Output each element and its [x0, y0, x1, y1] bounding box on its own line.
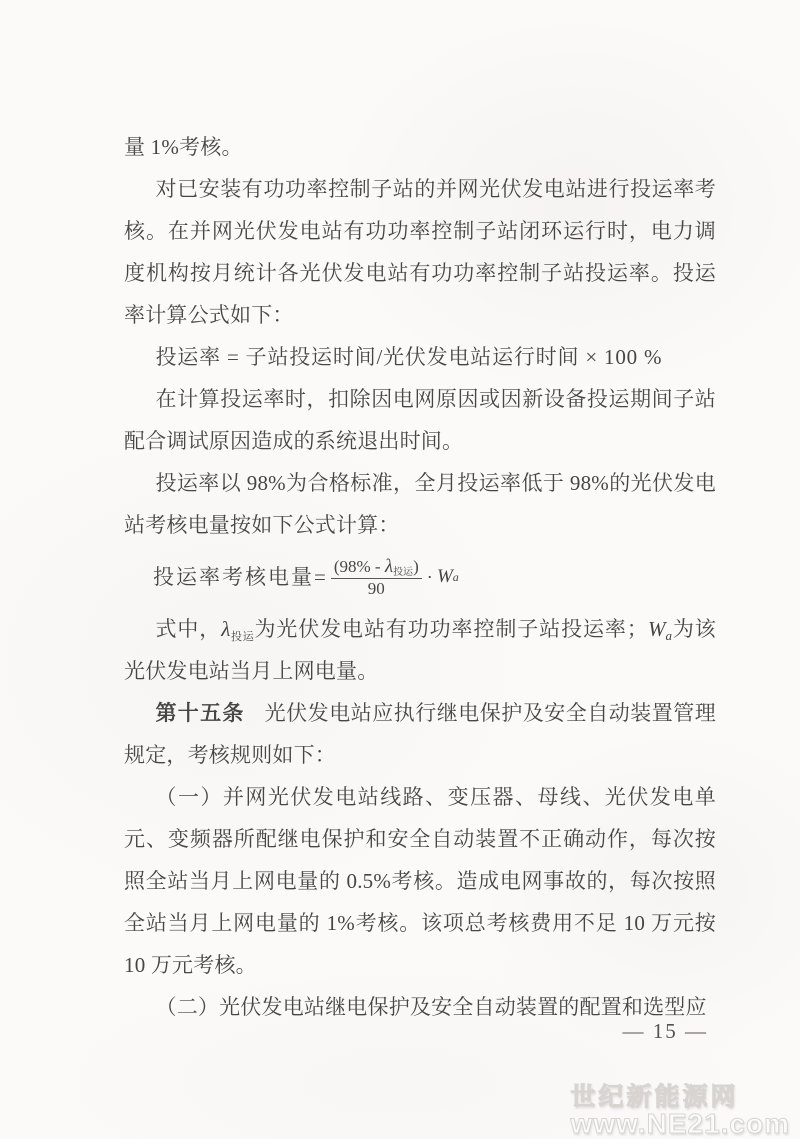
formula-availability-rate-definition: 投运率 = 子站投运时间/光伏发电站运行时间 × 100 %: [155, 345, 663, 369]
paragraph-item-2: （二）光伏发电站继电保护及安全自动装置的配置和选型应: [155, 995, 707, 1019]
paragraph-formula-variables: [124, 608, 716, 692]
variables-text: 式中，: [155, 617, 222, 641]
article-15-body: 光伏发电站应执行继电保护及安全自动装置管理规定，考核规则如下：: [124, 701, 717, 767]
paragraph-98-percent-standard: 投运率以 98%为合格标准，全月投运率低于 98%的光伏发电站考核电量按如下公式计算：: [124, 471, 716, 537]
variable-w: W: [436, 566, 453, 587]
paragraph-item-1: （一）并网光伏发电站线路、变压器、母线、光伏发电单元、变频器所配继电保护和安全自动装置不正确动作，每次按照全站当月上网电量的 0.5%考核。造成电网事故的，每次按照全站当月上网电量的 1%考核。该项总考核费用不足 10 万元按 10 万元考核。: [124, 785, 716, 977]
fraction-denominator: 90: [367, 578, 385, 598]
page-number: — 15 —: [622, 1019, 708, 1043]
watermark: [571, 1084, 790, 1137]
watermark-site-name: 世纪新能源网: [570, 1083, 739, 1111]
lambda-subscript: 投运: [230, 631, 255, 643]
paragraph-availability-intro: 对已安装有功功率控制子站的并网光伏发电站进行投运率考核。在并网光伏发电站有功功率控制子站闭环运行时，电力调度机构按月统计各光伏发电站有功功率控制子站投运率。投运率计算公式如下：: [124, 177, 716, 327]
fraction-numerator: [331, 556, 422, 579]
document-body-text: [124, 126, 716, 1028]
variable-w-subscript: a: [665, 628, 673, 643]
lambda-symbol: λ: [221, 617, 231, 641]
paragraph-continuation: 量 1%考核。: [124, 135, 243, 159]
formula-assessment-energy: 投运率考核电量= $\frac{(98\% - \lambda_{投运})}{90}$ · W a: [153, 555, 459, 598]
lambda-subscript: 投运: [393, 566, 414, 578]
multiplication-dot: ·: [426, 567, 433, 587]
variables-text: 为光伏发电站有功功率控制子站投运率；: [254, 617, 648, 641]
paragraph-deduction-rule: 在计算投运率时，扣除因电网原因或因新设备投运期间子站配合调试原因造成的系统退出时间。: [124, 387, 716, 453]
variables-text: 为该光伏发电站当月上网电量。: [124, 617, 716, 683]
paragraph-article-15: [124, 692, 716, 776]
article-15-heading: 第十五条: [155, 701, 245, 725]
variable-w: W: [647, 617, 666, 641]
watermark-site-url: www.NE21.com: [570, 1108, 790, 1139]
lambda-symbol: λ: [384, 555, 394, 577]
numerator-open: (98% -: [333, 556, 385, 576]
numerator-close: ): [413, 556, 419, 576]
fraction: [331, 556, 422, 599]
formula-lhs: 投运率考核电量=: [153, 565, 328, 589]
